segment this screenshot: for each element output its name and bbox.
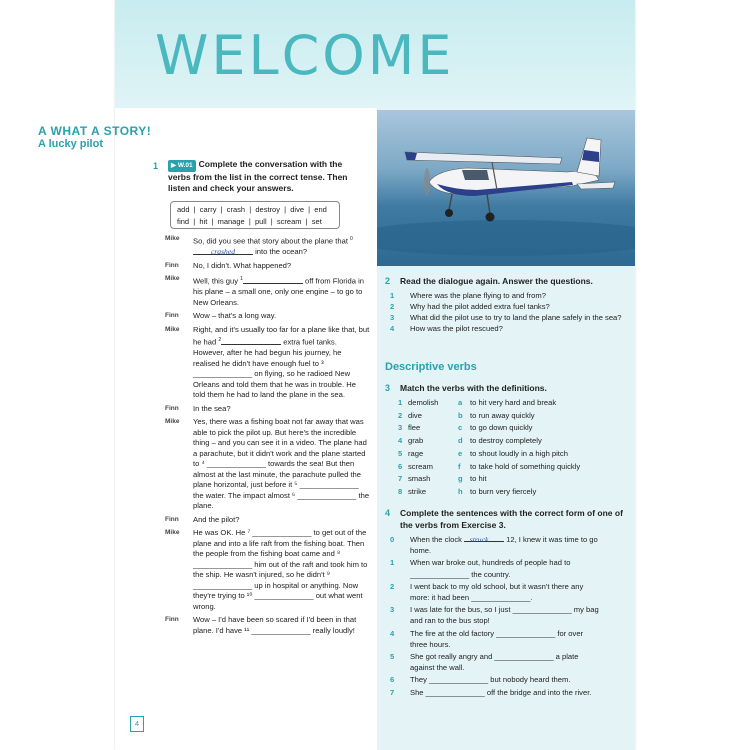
answer-text: crashed: [210, 247, 236, 257]
speaker-name: Mike: [165, 418, 180, 426]
question-text: What did the pilot use to try to land the plane safely in the sea?: [410, 313, 622, 322]
dialogue-line: [165, 261, 370, 272]
exercise-1-number: 1: [153, 161, 159, 171]
match-row: [398, 435, 618, 448]
verb-number: 6: [398, 461, 403, 471]
verb-text: dive: [408, 410, 422, 420]
verb-number: 8: [398, 486, 403, 496]
speaker-name: Finn: [165, 616, 179, 624]
section-title: A WHAT A STORY!: [38, 124, 152, 138]
question-text: Why had the pilot added extra fuel tanks?: [410, 302, 550, 311]
audio-track-label: W.01: [177, 162, 193, 169]
speech-text: [193, 615, 370, 636]
exercise-4-instruction: Complete the sentences with the correct form of one of the verbs from Exercise 3.: [400, 508, 623, 530]
verb-text: strike: [408, 486, 427, 496]
sentence-number: 7: [390, 687, 395, 697]
answer-gap[interactable]: [221, 337, 281, 345]
sentence-text: They ______________ but nobody heard them.: [410, 675, 571, 685]
question-item: [390, 323, 628, 334]
sentence-number: 5: [390, 652, 395, 662]
match-row: [398, 473, 618, 486]
exercise-3-instruction: Match the verbs with the definitions.: [400, 383, 547, 393]
dialogue-line: [165, 234, 370, 258]
sentence-text: I was late for the bus, so I just ______________ my bag and ran to the bus stop!: [410, 605, 599, 626]
verb-text: scream: [408, 461, 433, 471]
sentence-text: She ______________ off the bridge and into the river.: [410, 687, 592, 697]
match-row: [398, 410, 618, 423]
definition-letter: a: [458, 398, 463, 407]
word-list-row-2: find | hit | manage | pull | scream | set: [177, 216, 322, 226]
dialogue-line: [165, 615, 370, 636]
answer-gap[interactable]: [243, 276, 303, 284]
sentence-item: [390, 604, 600, 626]
dialogue-line: [165, 325, 370, 401]
title-banner: [115, 0, 635, 108]
answer-gap[interactable]: [193, 247, 253, 255]
sentence-text: I went back to my old school, but it wasn't there any more: it had been ______________.: [410, 581, 584, 603]
verb-text: demolish: [408, 398, 439, 407]
dialogue-line: [165, 274, 370, 308]
sentence-item: [390, 674, 600, 685]
verb-text: smash: [408, 474, 431, 484]
word-list-box: [170, 201, 340, 229]
speech-text: [193, 234, 370, 258]
verb-number: 1: [398, 398, 403, 407]
gap-number: 2: [218, 337, 222, 344]
page-title: WELCOME: [155, 24, 455, 87]
audio-track-badge[interactable]: ▶ W.01: [168, 160, 196, 172]
question-number: 4: [390, 324, 395, 333]
speech-text: [193, 274, 370, 308]
definition-text: to destroy completely: [470, 436, 542, 446]
speech-pre: No, I didn't. What happened?: [193, 260, 292, 270]
speech-pre: Wow – I'd have been so scared if I'd been in that plane. I'd have ¹¹ ______________ really loudly!: [193, 615, 357, 635]
speech-text: [193, 325, 370, 401]
dialogue-line: [165, 404, 370, 415]
section-subtitle: A lucky pilot: [38, 138, 103, 150]
verb-text: grab: [408, 436, 424, 446]
speaker-name: Finn: [165, 404, 179, 412]
answer-gap[interactable]: [464, 534, 504, 542]
exercise-2-instruction: Read the dialogue again. Answer the questions.: [400, 276, 593, 286]
definition-text: to hit very hard and break: [470, 398, 557, 407]
speaker-name: Finn: [165, 261, 179, 269]
speech-pre: And the pilot?: [193, 514, 240, 524]
exercise-2-number: 2: [385, 276, 391, 286]
question-text: How was the pilot rescued?: [410, 324, 503, 333]
sentence-text: She got really angry and ______________ a plate against the wall.: [410, 652, 579, 673]
plane-illustration: [377, 110, 635, 266]
speaker-name: Mike: [165, 529, 180, 537]
verb-number: 2: [398, 410, 403, 420]
definition-text: to run away quickly: [470, 410, 535, 420]
sentence-number: 3: [390, 605, 395, 615]
sentence-number: 4: [390, 628, 395, 638]
match-row: [398, 422, 618, 435]
exercise-2-questions: [390, 290, 628, 334]
definition-letter: d: [458, 436, 463, 446]
speech-post: off from Florida in his plane – a small one, only one engine – to go to New Orleans.: [193, 276, 364, 307]
word-list-row-1: add | carry | crash | destroy | dive | end: [177, 205, 327, 214]
question-item: [390, 312, 628, 323]
definition-letter: f: [458, 461, 461, 471]
question-number: 2: [390, 302, 395, 311]
matching-table: [398, 397, 618, 499]
speech-pre: Wow – that's a long way.: [193, 311, 277, 321]
sentence-text: The fire at the old factory ______________ for over three hours.: [410, 628, 584, 649]
speaker-name: Mike: [165, 275, 180, 283]
match-row: [398, 397, 618, 410]
exercise-1-instruction: [168, 159, 358, 195]
dialogue-line: [165, 417, 370, 512]
sentence-item: [390, 534, 600, 556]
speech-text: [193, 417, 370, 512]
sentence-item: [390, 687, 600, 698]
sentence-number: 2: [390, 581, 395, 591]
speech-text: [193, 311, 370, 322]
question-item: [390, 301, 628, 312]
speech-pre: Right, and it's usually too far for a plane like that, but he had: [193, 324, 370, 347]
dialogue: [165, 234, 370, 639]
descriptive-verbs-heading: Descriptive verbs: [385, 361, 477, 373]
sentence-text-end: 12, I knew it was time to go home.: [410, 535, 598, 556]
sentence-number: 1: [390, 558, 395, 568]
speaker-name: Mike: [165, 235, 180, 242]
verb-number: 7: [398, 474, 403, 484]
definition-letter: b: [458, 410, 463, 420]
definition-text: to shout loudly in a high pitch: [470, 448, 568, 458]
speech-pre: Yes, there was a fishing boat not far away that was able to pick the pilot up. But here's the incredible thing – and you can see it in a video. The plane had a parachute, but it didn't work and the plane started to ⁴ ______________ towards the sea! But then almost at the last minute, the parachute pulled the plane horizontal, just before it ⁵ ______________ the water. The impact almost ⁶ ______________ the plane.: [193, 417, 370, 511]
question-number: 3: [390, 313, 395, 322]
page-number: 4: [130, 716, 144, 732]
verb-number: 3: [398, 423, 403, 433]
sentence-item: [390, 557, 600, 579]
gap-number: 0: [350, 236, 353, 242]
dialogue-line: [165, 311, 370, 322]
verb-text: flee: [408, 423, 421, 433]
verb-text: rage: [408, 448, 424, 458]
speech-pre: In the sea?: [193, 403, 231, 413]
speech-post: extra fuel tanks. However, after he had begun his journey, he realised he didn't have enough fuel to ³ ______________ on flying, so he radioed New Orleans and told them that he was in trouble. He told them he had to land the plane in the sea.: [193, 337, 356, 400]
verb-number: 5: [398, 448, 403, 458]
exercise-3-number: 3: [385, 383, 391, 393]
question-item: [390, 290, 628, 301]
speaker-name: Mike: [165, 325, 180, 333]
match-row: [398, 461, 618, 474]
exercise-4-number: 4: [385, 508, 391, 518]
speech-pre: He was OK. He ⁷ ______________ to get out of the plane and into a life raft from the fishing boat. Then the people from the fishing boat came and ⁸ ______________ him out of the raft and took him to the ship. He wasn't injured, so he didn't ⁹ ______________ up in hospital or anything. Now they're trying to ¹⁰ ______________ out what went wrong.: [193, 528, 368, 611]
definition-text: to burn very fiercely: [470, 486, 537, 496]
match-row: [398, 486, 618, 499]
speech-text: [193, 404, 370, 415]
question-number: 1: [390, 291, 395, 300]
definition-letter: h: [458, 486, 463, 496]
speech-post: into the ocean?: [253, 247, 308, 257]
sentence-number: 0: [390, 535, 395, 544]
definition-letter: e: [458, 448, 463, 458]
speech-text: [193, 515, 370, 526]
definition-text: to take hold of something quickly: [470, 461, 581, 471]
speech-pre: Well, this guy: [193, 276, 241, 286]
exercise-4-sentences: [390, 534, 600, 699]
speaker-name: Finn: [165, 515, 179, 523]
definition-letter: c: [458, 423, 463, 433]
speech-text: [193, 528, 370, 612]
exercise-1-text: Complete the conversation with the verbs from the list in the correct tense. Then listen and check your answers.: [168, 159, 348, 193]
dialogue-line: [165, 515, 370, 526]
answer-text: struck: [469, 535, 489, 544]
match-row: [398, 448, 618, 461]
question-text: Where was the plane flying to and from?: [410, 291, 546, 300]
definition-letter: g: [458, 474, 463, 484]
sentence-text: When war broke out, hundreds of people had to ______________ the country.: [410, 558, 571, 579]
sentence-item: [390, 581, 600, 603]
speech-text: [193, 261, 370, 272]
sentence-item: [390, 651, 600, 673]
definition-text: to hit: [470, 474, 487, 484]
sentence-item: [390, 628, 600, 650]
dialogue-line: [165, 528, 370, 612]
plane-photo: [377, 110, 635, 266]
sentence-text: When the clock: [410, 535, 465, 544]
sentence-number: 6: [390, 675, 395, 685]
verb-number: 4: [398, 436, 403, 446]
speaker-name: Finn: [165, 312, 179, 320]
gap-number: 1: [240, 276, 243, 283]
speech-pre: So, did you see that story about the plane that: [193, 236, 351, 246]
definition-text: to go down quickly: [470, 423, 533, 433]
